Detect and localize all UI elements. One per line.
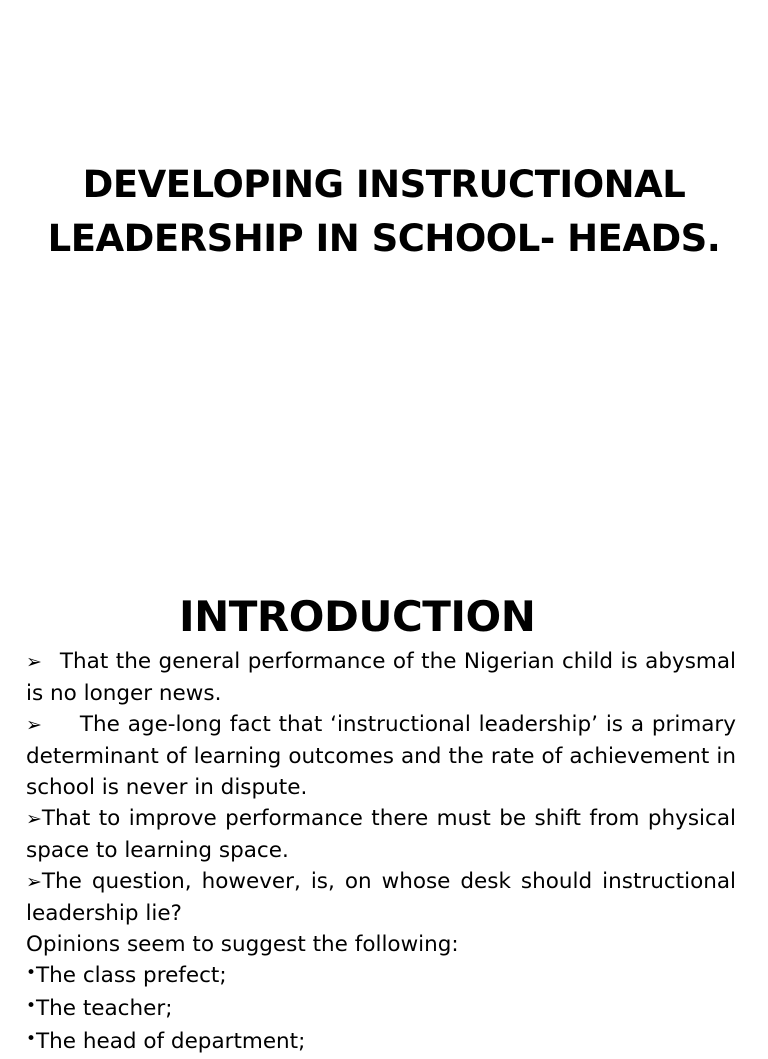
point-2 [26,709,736,803]
arrow-bullet-icon: ➢ [26,651,42,673]
slide-title [0,158,768,266]
arrow-bullet-icon: ➢ [26,808,42,830]
point-text: The question, however, is, on whose desk should instructional leadership lie? [26,869,736,926]
opinion-item [26,960,736,993]
opinion-text: The teacher; [36,996,173,1021]
arrow-bullet-icon: ➢ [26,871,42,893]
introduction-body [26,646,736,1059]
point-text: The age-long fact that ‘instructional leadership’ is a primary determinant of learning outcomes and the rate of achievement in school is never in dispute. [26,712,736,800]
point-4 [26,866,736,929]
title-line-1: DEVELOPING INSTRUCTIONAL [82,163,686,206]
point-3 [26,803,736,866]
opinion-text: The class prefect; [36,963,227,988]
dot-bullet-icon: • [26,996,37,1016]
arrow-bullet-icon: ➢ [26,714,42,736]
opinion-item [26,993,736,1026]
opinions-lead: Opinions seem to suggest the following: [26,932,459,957]
dot-bullet-icon: • [26,1029,37,1049]
title-line-2: LEADERSHIP IN SCHOOL- HEADS. [47,217,721,260]
point-text: That the general performance of the Nigerian child is abysmal is no longer news. [26,649,736,706]
opinion-text: The head of department; [36,1029,306,1054]
introduction-heading: INTRODUCTION [179,592,536,641]
dot-bullet-icon: • [26,963,37,983]
point-1 [26,646,736,709]
opinion-item [26,1026,736,1059]
point-text: That to improve performance there must be shift from physical space to learning space. [26,806,736,863]
